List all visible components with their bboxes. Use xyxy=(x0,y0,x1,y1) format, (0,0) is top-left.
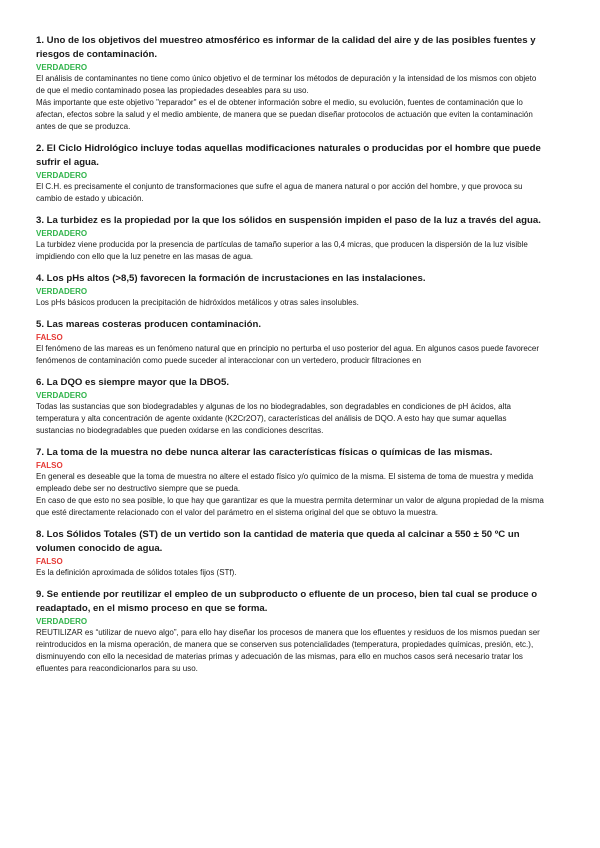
question-title: 5. Las mareas costeras producen contaminación. xyxy=(36,319,262,330)
question-3 xyxy=(36,214,544,263)
answer-label: FALSO xyxy=(36,461,63,470)
question-title: 7. La toma de la muestra no debe nunca alterar las características físicas o químicas de las mismas. xyxy=(36,447,493,458)
answer-label: VERDADERO xyxy=(36,229,88,238)
answer-label: VERDADERO xyxy=(36,617,88,626)
question-title: 2. El Ciclo Hidrológico incluye todas aquellas modificaciones naturales o producidas por el hombre que puede sufrir el agua. xyxy=(36,143,541,168)
explanation-paragraph: El fenómeno de las mareas es un fenómeno natural que en principio no perturba el uso posterior del agua. En algunos casos puede favorecer fenómenos de contaminación como puede suceder al interaccionar con un vertedero, producir filtraciones en xyxy=(36,344,539,365)
explanation-paragraph: REUTILIZAR es “utilizar de nuevo algo”, para ello hay diseñar los procesos de manera que los efluentes y residuos de los mismos puedan ser reintroducidos en la misma operación, de manera que se conserven sus potencialidades (temperatura, propiedades químicas, presión, etc.), disminuyendo con ello la necesidad de materias primas y adecuación de las mismas, para ello en muchos casos será necesario tratar los efluentes para reacondicionarlos para su uso. xyxy=(36,628,540,673)
answer-label: FALSO xyxy=(36,557,63,566)
answer-label: VERDADERO xyxy=(36,391,88,400)
question-6 xyxy=(36,376,544,437)
answer-label: FALSO xyxy=(36,333,63,342)
answer-label: VERDADERO xyxy=(36,287,88,296)
explanation-paragraph: Es la definición aproximada de sólidos totales fijos (STf). xyxy=(36,568,237,577)
question-title: 9. Se entiende por reutilizar el empleo de un subproducto o efluente de un proceso, bien tal cual se produce o readaptado, en el mismo proceso en que se forma. xyxy=(36,589,538,614)
explanation-paragraph: El análisis de contaminantes no tiene como único objetivo el de terminar los métodos de depuración y la intensidad de los mismos con objeto de que el medio contaminado posea las propiedades deseables para su uso. xyxy=(36,74,537,95)
question-5 xyxy=(36,318,544,367)
explanation-paragraph: En caso de que esto no sea posible, lo que hay que garantizar es que la muestra permita determinar un valor de alguna propiedad de la misma que esté directamente relacionado con el valor del parámetro en el sistema original del que se obtuvo la muestra. xyxy=(36,496,544,517)
question-title: 1. Uno de los objetivos del muestreo atmosférico es informar de la calidad del aire y de las posibles fuentes y riesgos de contaminación. xyxy=(36,35,536,60)
question-8 xyxy=(36,528,544,579)
question-1 xyxy=(36,34,544,133)
question-title: 4. Los pHs altos (>8,5) favorecen la formación de incrustaciones en las instalaciones. xyxy=(36,273,426,284)
explanation-paragraph: Los pHs básicos producen la precipitación de hidróxidos metálicos y otras sales insolubles. xyxy=(36,298,359,307)
explanation-paragraph: Más importante que este objetivo "reparador" es el de obtener información sobre el medio, su evolución, fuentes de contaminación que lo afectan, efectos sobre la salud y el medio ambiente, de manera que se puedan diseñar protocolos de actuación que eviten la contaminación antes de que se produzca. xyxy=(36,98,533,131)
question-title: 6. La DQO es siempre mayor que la DBO5. xyxy=(36,377,230,388)
question-title: 8. Los Sólidos Totales (ST) de un vertido son la cantidad de materia que queda al calcinar a 550 ± 50 ºC un volumen conocido de agua. xyxy=(36,529,520,554)
question-title: 3. La turbidez es la propiedad por la que los sólidos en suspensión impiden el paso de la luz a través del agua. xyxy=(36,215,541,226)
question-7 xyxy=(36,446,544,519)
answer-label: VERDADERO xyxy=(36,63,88,72)
question-4 xyxy=(36,272,544,309)
explanation-paragraph: La turbidez viene producida por la presencia de partículas de tamaño superior a las 0,4 micras, que producen la dispersión de la luz visible impidiendo con ello que la luz penetre en las masas de agua. xyxy=(36,240,528,261)
explanation-paragraph: Todas las sustancias que son biodegradables y algunas de los no biodegradables, son degradables en condiciones de pH ácidos, alta temperatura y alta concentración de agente oxidante (K2Cr2O7), características del análisis de DQO. A esto hay que sumar aquellas sustancias no biodegradables que pueden oxidarse en las condiciones descritas. xyxy=(36,402,511,435)
answer-label: VERDADERO xyxy=(36,171,88,180)
explanation-paragraph: En general es deseable que la toma de muestra no altere el estado físico y/o químico de la misma. El sistema de toma de muestra y medida empleado debe ser no destructivo siempre que se pueda. xyxy=(36,472,534,493)
question-9 xyxy=(36,588,544,675)
question-2 xyxy=(36,142,544,205)
explanation-paragraph: El C.H. es precisamente el conjunto de transformaciones que sufre el agua de manera natural o por acción del hombre, y que provoca su cambio de estado y ubicación. xyxy=(36,182,523,203)
